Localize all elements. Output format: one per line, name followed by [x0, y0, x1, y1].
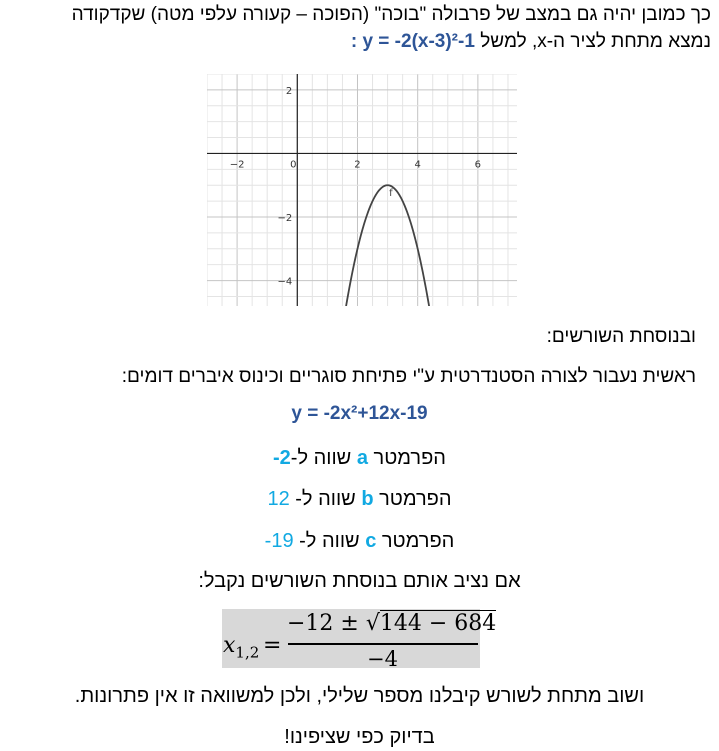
x-tick-label: 6: [474, 159, 482, 171]
param-c-middle: שווה ל-: [299, 530, 360, 552]
formula-lhs: [223, 633, 259, 661]
x-tick-label: −2: [229, 159, 245, 171]
param-a-prefix: הפרמטר: [373, 447, 446, 469]
param-c-line: [0, 530, 719, 553]
x-tick-label: 0: [290, 159, 297, 171]
param-c-value: 19-: [264, 530, 294, 552]
sqrt-icon: √: [365, 611, 380, 636]
y-tick-label: −2: [277, 213, 293, 225]
y-tick-label: −4: [277, 276, 293, 288]
param-b-line: [0, 488, 719, 511]
formula-radicand: 144 − 684: [379, 611, 497, 636]
param-c-prefix: הפרמטר: [381, 530, 455, 552]
formula-lhs-sub: 1,2: [235, 643, 260, 662]
curve-label: f: [389, 188, 393, 200]
param-b-value: 12: [267, 488, 290, 510]
y-tick-label: 2: [285, 85, 293, 97]
formula-equals: =: [263, 633, 282, 658]
fraction-bar: [288, 643, 478, 645]
standard-form-text: ראשית נעבור לצורה הסטנדרטית ע"י פתיחת סוגריים וכינוס איברים דומים:: [121, 366, 696, 387]
formula-numerator: [287, 611, 496, 636]
closing-text: בדיוק כפי שציפינו!: [284, 726, 435, 748]
intro-line-2-text: נמצא מתחת לציר ה-x, למשל: [480, 31, 711, 52]
expanded-equation: y = -2x²+12x-19: [291, 403, 428, 424]
param-b-middle: שווה ל-: [295, 488, 356, 510]
intro-line-2: [351, 31, 711, 53]
param-c-letter: c: [365, 530, 377, 552]
intro-equation: y = -2(x-3)²-1: [362, 31, 475, 52]
param-b-prefix: הפרמטר: [379, 488, 452, 510]
intro-line-1: כך כמובן יהיה גם במצב של פרבולה "בוכה" (הפוכה – קעורה עלפי מטה) שקדקודה: [71, 4, 711, 25]
conclusion-text: ושוב מתחת לשורש קיבלנו מספר שלילי, ולכן למשוואה זו אין פתרונות.: [74, 685, 645, 707]
formula-numerator-text: −12 ±: [287, 611, 366, 636]
quadratic-formula: [222, 609, 497, 671]
roots-intro: ובנוסחת השורשים:: [546, 326, 696, 347]
x-tick-label: 4: [414, 159, 421, 171]
param-b-letter: b: [361, 488, 374, 510]
formula-lhs-var: x: [223, 633, 236, 658]
graph-background: [207, 74, 517, 306]
intro-colon: :: [350, 31, 358, 52]
formula-denominator: −4: [367, 647, 398, 671]
param-a-value: 2-: [273, 447, 291, 469]
param-a-middle: שווה ל-: [290, 447, 352, 469]
param-a-line: [0, 447, 719, 470]
param-a-letter: a: [356, 447, 368, 469]
substitute-text: אם נציב אותם בנוסחת השורשים נקבל:: [198, 570, 521, 592]
parabola-graph: [207, 74, 517, 306]
x-tick-label: 2: [354, 159, 361, 171]
